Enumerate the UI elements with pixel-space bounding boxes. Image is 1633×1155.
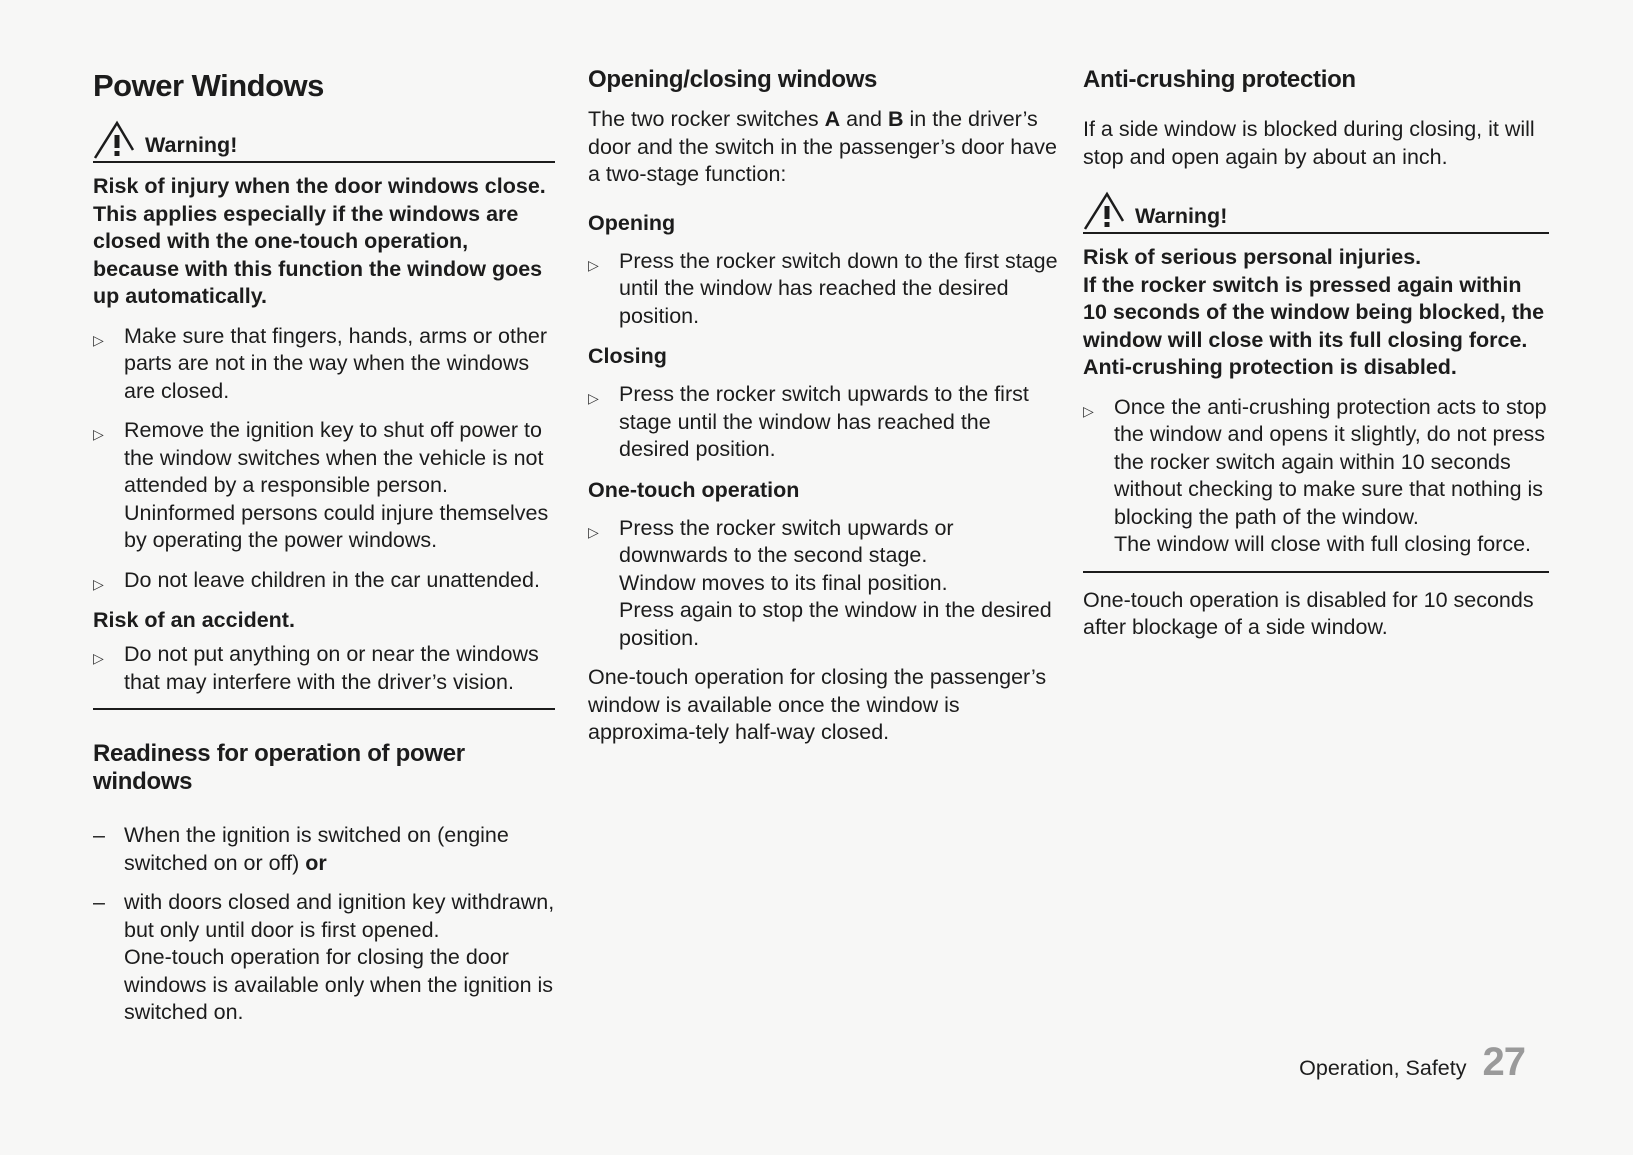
list-item-text: Once the anti-crushing protection acts to stop the window and opens it slightly, do not press the rocker switch again within 10 seconds without checking to make sure that nothing is blocking the path of the window. [1114,394,1547,529]
list-item-text: Window moves to its final position. [619,570,948,595]
list-item-text: Do not put anything on or near the windows that may interfere with the driver’s vision. [124,642,539,694]
warning-header [1083,191,1549,234]
page-number: 27 [1482,1040,1525,1084]
triangle-bullet-icon: ▷ [588,523,599,540]
opening-heading: Opening [588,210,676,235]
onetouch-list [588,515,1058,653]
intro-text: in the driver’s door and the switch in the passenger’s door have a two-stage function: [588,107,1057,186]
list-item [588,515,1058,653]
warning-label: Warning! [145,133,238,157]
section-label: Operation, Safety [1299,1056,1467,1080]
list-item-text: Make sure that fingers, hands, arms or other parts are not in the way when the windows are closed. [124,323,548,403]
page-title: Power Windows [93,68,324,103]
list-item-emphasis: or [305,850,327,875]
warning-paragraph: If the rocker switch is pressed again within 10 seconds of the window being blocked, the window will close with its full closing force. [1083,272,1545,352]
list-item-text: When the ignition is switched on (engine switched on or off) [124,823,509,875]
triangle-bullet-icon: ▷ [93,426,104,442]
warning-paragraph: Anti-crushing protection is disabled. [1083,355,1457,379]
triangle-bullet-icon: ▷ [1083,402,1094,419]
triangle-bullet-icon: ▷ [588,256,599,273]
list-item-text: Do not leave children in the car unattended. [124,567,540,592]
triangle-bullet-icon: ▷ [93,575,104,592]
onetouch-heading: One-touch operation [588,477,800,502]
list-item-text: Remove the ignition key to shut off power to the window switches when the vehicle is not attended by a responsible person. Uninformed persons could injure themselves by operating the power windows. [124,418,549,552]
column-1 [93,60,555,1039]
risk-heading: Risk of an accident. [93,608,295,632]
triangle-bullet-icon: ▷ [93,331,104,348]
column-2 [588,60,1058,753]
warning-end-rule [1083,571,1549,573]
list-item [93,323,555,406]
list-item [93,567,555,595]
list-item [588,381,1058,464]
readiness-list [93,822,555,1027]
list-item [1083,394,1549,559]
triangle-bullet-icon: ▷ [93,650,104,666]
intro-text: The two rocker switches [588,107,819,131]
list-item-text: Press the rocker switch upwards to the first stage until the window has reached the desired position. [619,382,1029,461]
readiness-heading: Readiness for operation of power windows [93,740,465,795]
closing-heading: Closing [588,344,667,368]
warning-header [93,120,555,163]
list-item-text: One-touch operation for closing the door windows is available only when the ignition is switched on. [124,945,554,1024]
list-item-text: Press the rocker switch upwards or downwards to the second stage. [619,515,954,567]
warning-text [1083,244,1549,382]
list-item-text: with doors closed and ignition key withdrawn, but only until door is first opened. [124,890,555,942]
list-item [93,417,555,555]
list-item-text: The window will close with full closing force. [1114,532,1532,556]
list-item [93,889,555,1027]
risk-bullets [93,641,555,696]
warning-paragraph: Risk of serious personal injuries. [1083,245,1422,269]
section-title: Opening/closing windows [588,66,878,93]
switch-a-label: A [824,107,841,131]
warning-end-rule [93,708,555,710]
closing-note: One-touch operation for closing the passenger’s window is available once the window is approxima-tely half-way closed. [588,665,1047,744]
dash-bullet: – [93,890,105,914]
warning-icon [93,120,141,160]
warning-icon [1083,191,1131,231]
triangle-bullet-icon: ▷ [588,390,599,406]
page-footer [1299,1040,1525,1085]
warning-paragraph: Risk of injury when the door windows close. This applies especially if the windows are closed with the one-touch operation, because with this function the window goes up automatically. [93,174,546,308]
list-item-text: Press again to stop the window in the desired position. [619,598,1052,650]
intro-text: and [846,107,882,131]
intro-paragraph [588,106,1058,189]
opening-list [588,248,1058,331]
safety-bullets [93,323,555,595]
column-3 [1083,60,1549,648]
list-item-text: Press the rocker switch down to the first stage until the window has reached the desired position. [619,248,1058,328]
anticrush-list [1083,394,1549,559]
list-item [93,641,555,696]
intro-paragraph: If a side window is blocked during closing, it will stop and open again by about an inch. [1083,117,1535,169]
section-title: Anti-crushing protection [1083,66,1356,93]
onetouch-note: One-touch operation is disabled for 10 seconds after blockage of a side window. [1083,587,1534,639]
dash-bullet: – [93,823,105,847]
closing-list [588,381,1058,464]
switch-b-label: B [887,107,904,131]
list-item [93,822,555,877]
warning-text [93,173,555,311]
warning-label: Warning! [1135,204,1228,228]
list-item [588,248,1058,331]
